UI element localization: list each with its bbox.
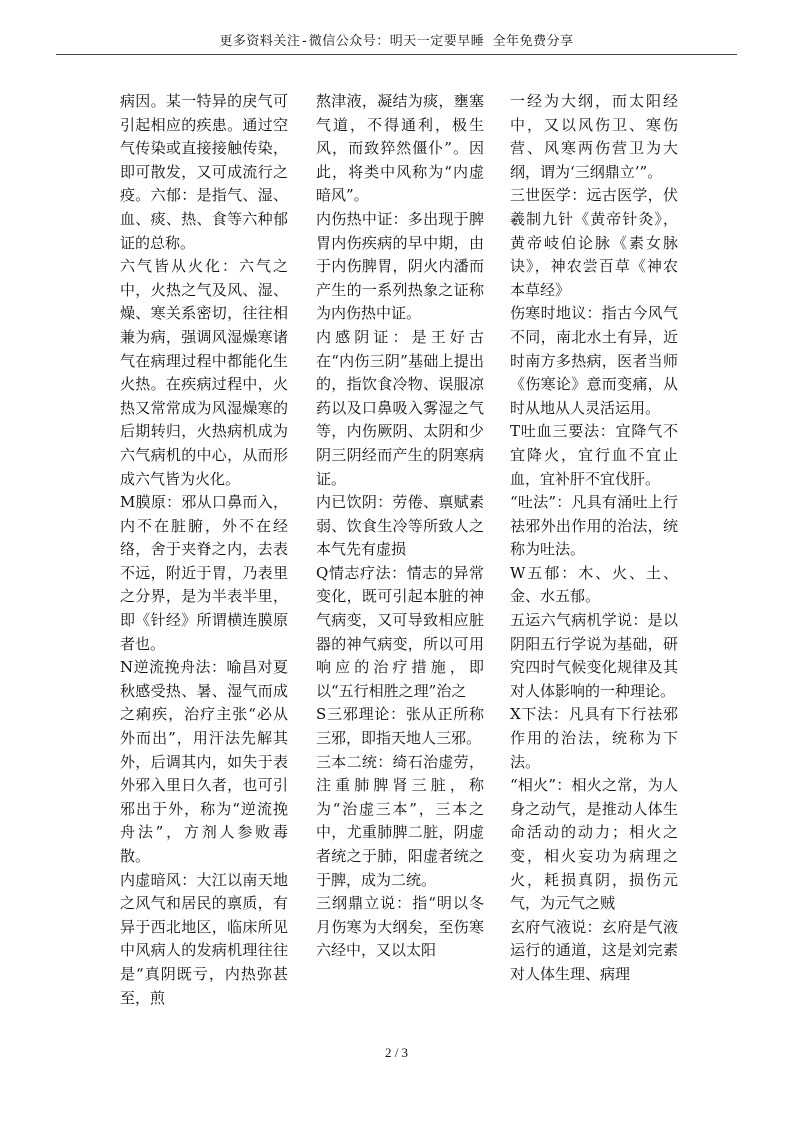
header-divider [56,54,737,55]
page-header: 更多资料关注-微信公众号：明天一定要早睡 全年免费分享 [219,34,574,49]
paragraph: 病因。某一特异的戾气可引起相应的疾患。通过空气传染或直接接触传染，即可散发，又可成流行之疫。六郁：是指气、湿、血、痰、热、食等六种郁证的总称。 [120,92,288,252]
page-number: 2 / 3 [384,1045,409,1060]
paragraph: N逆流挽舟法：喻昌对夏秋感受热、暑、湿气而成之痢疾，治疗主张“必从外而出”，用汗法先解其外，后调其内，如失于表外邪入里日久者，也可引邪出于外，称为“逆流挽舟法”，方剂人参败毒散。 [120,658,288,865]
paragraph: 熬津液，凝结为痰，壅塞气道，不得通利，极生风，而致猝然僵仆”。因此，将类中风称为“内虚暗风”。 [316,92,484,205]
paragraph: 玄府气液说：玄府是气液运行的通道，这是刘完素对人体生理、病理 [510,917,678,983]
paragraph: Q情志疗法：情志的异常变化，既可引起本脏的神气病变，又可导致相应脏器的神气病变，所以可用响应的治疗措施，即以“五行相胜之理”治之 [316,563,484,700]
paragraph: 伤寒时地议：指古今风气不同，南北水土有异，近时南方多热病，医者当师《伤寒论》意而变痛，从时从地从人灵活运用。 [510,304,678,417]
paragraph: 三纲鼎立说：指“明以冬月伤寒为大纲矣，至伤寒六经中，又以太阳 [316,894,484,960]
text-column-2 [316,90,484,963]
paragraph: 三世医学：远古医学，伏羲制九针《黄帝针灸》，黄帝岐伯论脉《素女脉诀》，神农尝百草《神农本草经》 [510,186,678,299]
paragraph: X下法：凡具有下行祛邪作用的治法，统称为下法。 [510,705,678,771]
paragraph: 三本二统：绮石治虚劳，注重肺脾肾三脏，称为“治虚三本”，三本之中，尤重肺脾二脏，阴虚者统之于肺，阳虚者统之于脾，成为二统。 [316,752,484,889]
paragraph: 内虚暗风：大江以南天地之风气和居民的禀质，有异于西北地区，临床所见中风病人的发病机理往往是“真阴既亏，内热弥甚至，煎 [120,870,288,1007]
paragraph: 内已饮阴：劳倦、禀赋素弱、饮食生冷等所致人之本气先有虚损 [316,493,484,559]
paragraph: 一经为大纲，而太阳经中，又以风伤卫、寒伤营、风寒两伤营卫为大纲，谓为‘三纲鼎立’”。 [510,92,678,181]
paragraph: “相火”：相火之常，为人身之动气，是推动人体生命活动的动力；相火之变，相火妄功为病理之火，耗损真阴，损伤元气，为元气之贼 [510,776,678,913]
paragraph: S三邪理论：张从正所称三邪，即指天地人三邪。 [316,705,484,748]
text-column-3 [510,90,678,987]
paragraph: M膜原：邪从口鼻而入，内不在脏腑，外不在经络，舍于夹脊之内，去表不远，附近于胃，乃表里之分界，是为半表半里，即《针经》所谓横连膜原者也。 [120,493,288,653]
text-column-1 [120,90,288,1010]
paragraph: 内伤热中证：多出现于脾胃内伤疾病的早中期，由于内伤脾胃，阴火内潘而产生的一系列热象之证称为内伤热中证。 [316,209,484,323]
paragraph: W五郁：木、火、土、金、水五郁。 [510,563,678,606]
paragraph: 内感阴证：是王好古在“内伤三阴”基础上提出的，指饮食冷物、误服凉药以及口鼻吸入雾湿之气等，内伤厥阴、太阴和少阴三阴经而产生的阴寒病证。 [316,327,484,488]
paragraph: T吐血三要法：宜降气不宜降火，宜行血不宜止血，宜补肝不宜伐肝。 [510,422,678,488]
paragraph: 五运六气病机学说：是以阴阳五行学说为基础，研究四时气候变化规律及其对人体影响的一种理论。 [510,611,678,700]
paragraph: 六气皆从火化：六气之中，火热之气及风、湿、燥、寒关系密切，往往相兼为病，强调风湿燥寒诸气在病理过程中都能化生火热。在疾病过程中，火热又常常成为风湿燥寒的后期转归，火热病机成为六气病机的中心，从而形成六气皆为火化。 [120,257,288,488]
paragraph: “吐法”：凡具有涌吐上行祛邪外出作用的治法，统称为吐法。 [510,493,678,559]
